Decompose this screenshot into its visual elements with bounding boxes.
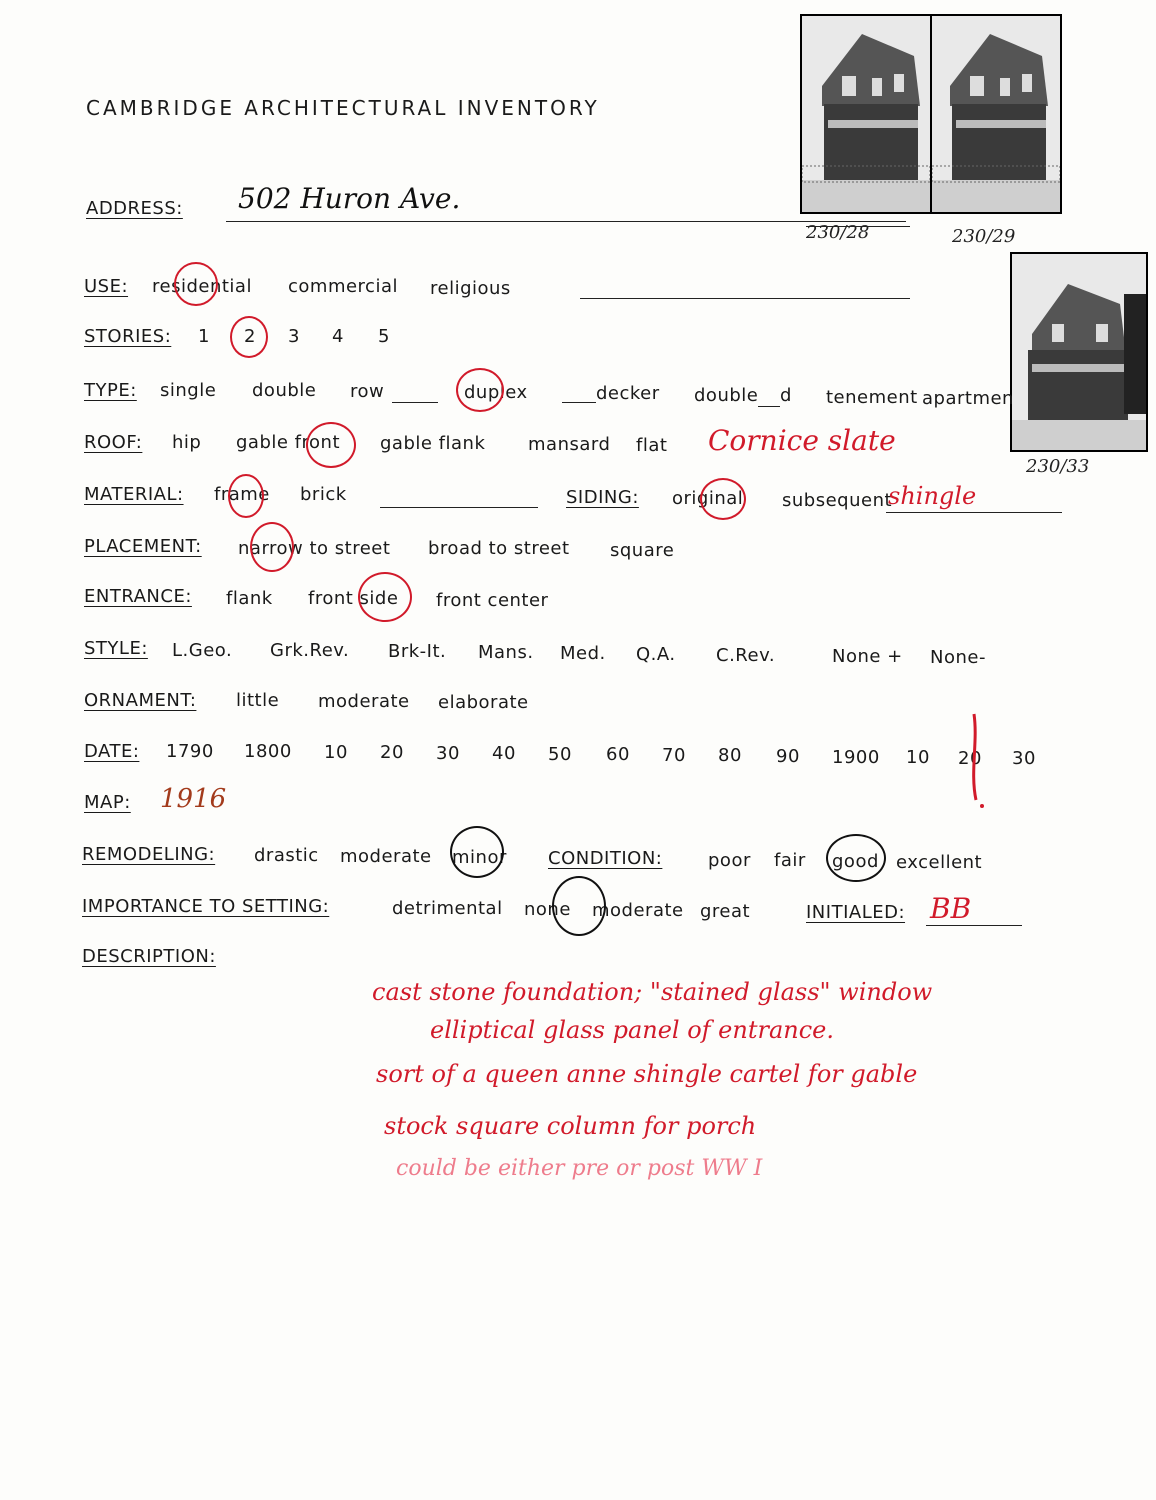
description-line-4: stock square column for porch (384, 1112, 757, 1140)
date-10: 10 (324, 742, 348, 763)
placement-circle-mark (250, 522, 294, 572)
description-line-5: could be either pre or post WW I (396, 1156, 763, 1181)
date-1920: 20 (958, 748, 982, 769)
siding-original: original (672, 488, 744, 509)
ornament-elaborate: elaborate (438, 692, 529, 713)
siding-note: shingle (888, 482, 977, 510)
remodeling-circle-mark (450, 826, 504, 878)
type-double-blank (758, 406, 780, 407)
date-1800: 1800 (244, 741, 292, 762)
type-label: TYPE: (84, 380, 137, 401)
description-label: DESCRIPTION: (82, 946, 216, 967)
style-qa: Q.A. (636, 644, 676, 665)
house-photo-1 (800, 14, 932, 214)
siding-label: SIDING: (566, 487, 639, 508)
roof-circle-mark (306, 422, 356, 468)
type-decker: decker (596, 383, 660, 404)
address-value: 502 Huron Ave. (238, 182, 461, 215)
map-label: MAP: (84, 792, 131, 813)
type-duplex: duplex (464, 382, 528, 403)
entrance-flank: flank (226, 588, 273, 609)
material-brick: brick (300, 484, 347, 505)
siding-subsequent: subsequent (782, 490, 893, 511)
style-lgeo: L.Geo. (172, 640, 233, 661)
entrance-label: ENTRANCE: (84, 586, 192, 607)
use-option-religious: religious (430, 278, 511, 299)
condition-good: good (832, 851, 879, 872)
use-option-commercial: commercial (288, 276, 398, 297)
importance-none: none (524, 899, 571, 920)
importance-circle-mark (552, 876, 606, 936)
roof-hip: hip (172, 432, 202, 453)
type-row-blank (392, 402, 438, 403)
style-grkrev: Grk.Rev. (270, 640, 350, 661)
address-label: ADDRESS: (86, 198, 183, 219)
house-photo-2 (930, 14, 1062, 214)
importance-label: IMPORTANCE TO SETTING: (82, 896, 330, 917)
address-line (226, 221, 906, 222)
initialed-value: BB (930, 892, 972, 925)
material-other-line (380, 507, 538, 508)
type-circle-mark (456, 368, 504, 412)
form-title: CAMBRIDGE ARCHITECTURAL INVENTORY (86, 96, 600, 120)
style-none-minus: None- (930, 647, 986, 668)
type-apartment: apartmen (922, 388, 1014, 409)
style-crev: C.Rev. (716, 645, 776, 666)
condition-fair: fair (774, 850, 806, 871)
importance-moderate: moderate (592, 900, 684, 921)
ornament-label: ORNAMENT: (84, 690, 197, 711)
date-50: 50 (548, 744, 572, 765)
stories-2: 2 (244, 326, 256, 347)
stories-5: 5 (378, 326, 390, 347)
style-brkit: Brk-It. (388, 641, 447, 662)
importance-great: great (700, 901, 751, 922)
stories-3: 3 (288, 326, 300, 347)
stories-circle-mark (230, 316, 268, 358)
date-label: DATE: (84, 741, 140, 762)
style-med: Med. (560, 643, 606, 664)
date-60: 60 (606, 744, 630, 765)
roof-flat: flat (636, 435, 668, 456)
siding-circle-mark (700, 478, 746, 520)
stories-1: 1 (198, 326, 210, 347)
condition-poor: poor (708, 850, 751, 871)
description-line-2: elliptical glass panel of entrance. (430, 1016, 834, 1044)
photo-caption-2: 230/29 (952, 226, 1016, 247)
material-frame: frame (214, 484, 270, 505)
ornament-little: little (236, 690, 280, 711)
date-1900: 1900 (832, 747, 880, 768)
initialed-label: INITIALED: (806, 902, 906, 923)
style-none-plus: None + (832, 646, 903, 667)
roof-mansard: mansard (528, 434, 611, 455)
placement-broad: broad to street (428, 538, 570, 559)
importance-detrimental: detrimental (392, 898, 503, 919)
photo-caption-1: 230/28 (806, 222, 870, 243)
use-other-line (580, 298, 910, 299)
roof-gable-front: gable front (236, 432, 340, 453)
roof-gable-flank: gable flank (380, 433, 486, 454)
initialed-line (926, 925, 1022, 926)
type-double: double (252, 380, 317, 401)
entrance-circle-mark (358, 572, 412, 622)
date-1910: 10 (906, 747, 930, 768)
type-single: single (160, 380, 217, 401)
remodeling-label: REMODELING: (82, 844, 216, 865)
description-line-3: sort of a queen anne shingle cartel for gable (376, 1060, 918, 1088)
condition-circle-mark (826, 834, 886, 882)
date-70: 70 (662, 745, 686, 766)
date-20: 20 (380, 742, 404, 763)
roof-label: ROOF: (84, 432, 143, 453)
stories-label: STORIES: (84, 326, 172, 347)
remodeling-drastic: drastic (254, 845, 319, 866)
placement-label: PLACEMENT: (84, 536, 202, 557)
placement-square: square (610, 540, 675, 561)
use-label: USE: (84, 276, 129, 297)
date-1790: 1790 (166, 741, 214, 762)
entrance-front-side: front side (308, 588, 399, 609)
entrance-front-center: front center (436, 590, 549, 611)
material-label: MATERIAL: (84, 484, 184, 505)
condition-label: CONDITION: (548, 848, 663, 869)
style-mans: Mans. (478, 642, 534, 663)
type-double-d: double (694, 385, 759, 406)
type-row: row (350, 381, 385, 402)
style-label: STYLE: (84, 638, 148, 659)
date-90: 90 (776, 746, 800, 767)
stories-4: 4 (332, 326, 344, 347)
type-d: d (780, 385, 792, 406)
roof-note: Cornice slate (708, 424, 896, 457)
use-option-residential: residential (152, 276, 252, 297)
placement-narrow: narrow to street (238, 538, 391, 559)
ornament-moderate: moderate (318, 691, 410, 712)
date-range-mark (966, 712, 986, 812)
photo-caption-3: 230/33 (1026, 456, 1090, 477)
remodeling-minor: minor (452, 847, 507, 868)
use-circle-mark (174, 262, 218, 306)
material-circle-mark (228, 474, 264, 518)
description-line-1: cast stone foundation; "stained glass" window (372, 978, 933, 1006)
siding-line (886, 512, 1062, 513)
date-30: 30 (436, 743, 460, 764)
type-tenement: tenement (826, 387, 918, 408)
house-photo-3 (1010, 252, 1148, 452)
type-decker-blank (562, 402, 596, 403)
map-value: 1916 (160, 784, 227, 814)
remodeling-moderate: moderate (340, 846, 432, 867)
condition-excellent: excellent (896, 852, 983, 873)
date-80: 80 (718, 745, 742, 766)
date-40: 40 (492, 743, 516, 764)
date-1930: 30 (1012, 748, 1036, 769)
caption-underline (806, 226, 910, 227)
